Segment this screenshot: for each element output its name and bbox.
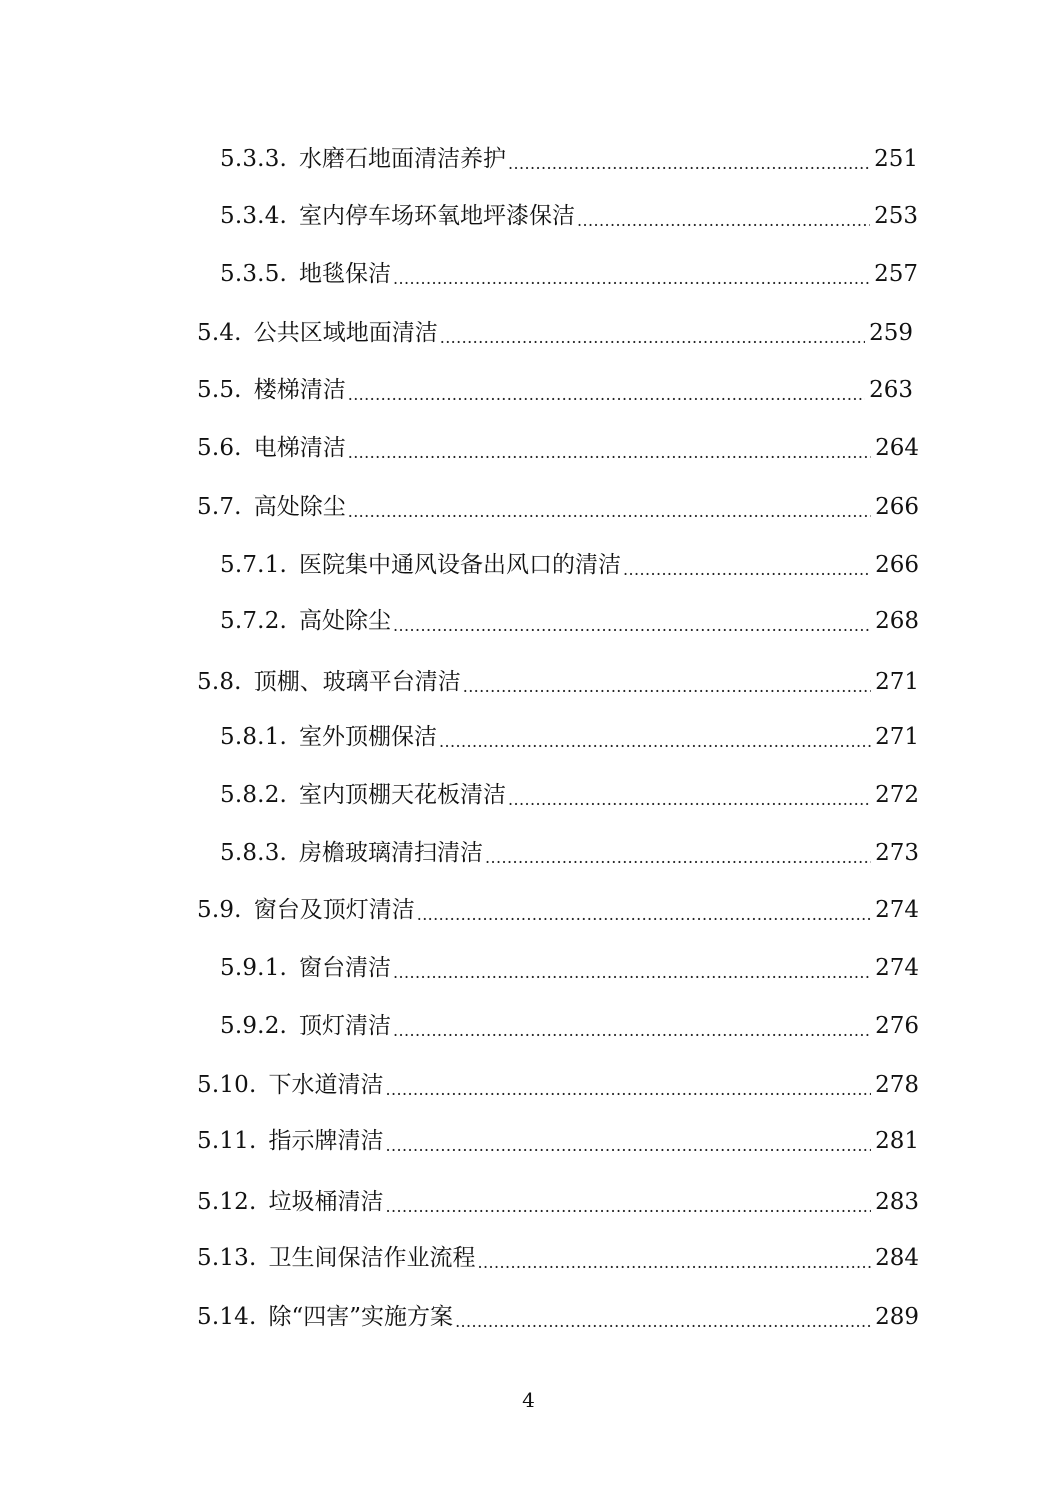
toc-entry-page: 257 (874, 261, 918, 287)
toc-entry-page: 253 (874, 203, 918, 229)
toc-entry-title: 电梯清洁 (253, 435, 346, 461)
toc-entry-page: 272 (875, 782, 919, 808)
toc-dot-leader (485, 838, 871, 868)
toc-entry[interactable] (220, 834, 919, 868)
toc-entry-number: 5.9. (197, 897, 242, 923)
toc-entry-number: 5.10. (197, 1072, 257, 1098)
toc-dot-leader (348, 492, 871, 522)
toc-dot-leader (386, 1126, 871, 1156)
toc-entry-number: 5.9.1. (220, 955, 288, 981)
toc-entry-title: 地毯保洁 (299, 261, 392, 287)
toc-entry-number: 5.3.3. (220, 146, 288, 172)
toc-dot-leader (478, 1243, 871, 1273)
toc-entry-title: 垃圾桶清洁 (268, 1189, 384, 1215)
toc-entry[interactable] (220, 255, 918, 289)
toc-entry-page: 281 (875, 1128, 919, 1154)
toc-entry-page: 271 (875, 724, 919, 750)
toc-entry-number: 5.13. (197, 1245, 257, 1271)
toc-entry[interactable] (197, 314, 913, 348)
toc-entry-title: 房檐玻璃清扫清洁 (299, 840, 484, 866)
toc-dot-leader (348, 433, 871, 463)
toc-entry-title: 水磨石地面清洁养护 (299, 146, 507, 172)
toc-entry-number: 5.6. (197, 435, 242, 461)
toc-entry-page: 264 (875, 435, 919, 461)
toc-entry-number: 5.5. (197, 377, 242, 403)
toc-entry[interactable] (197, 488, 919, 522)
toc-dot-leader (508, 144, 870, 174)
toc-entry-number: 5.7.2. (220, 608, 288, 634)
toc-entry-title: 窗台及顶灯清洁 (253, 897, 415, 923)
toc-entry[interactable] (197, 371, 913, 405)
toc-dot-leader (417, 895, 871, 925)
toc-entry-number: 5.14. (197, 1304, 257, 1330)
toc-dot-leader (393, 953, 871, 983)
toc-entry-page: 289 (875, 1304, 919, 1330)
toc-entry[interactable] (197, 891, 919, 925)
toc-entry-page: 251 (874, 146, 918, 172)
toc-entry[interactable] (220, 197, 918, 231)
toc-dot-leader (393, 259, 870, 289)
toc-entry-page: 276 (875, 1013, 919, 1039)
toc-entry-page: 278 (875, 1072, 919, 1098)
toc-entry[interactable] (220, 602, 919, 636)
toc-entry[interactable] (220, 140, 918, 174)
toc-entry[interactable] (197, 663, 919, 697)
toc-entry[interactable] (197, 1122, 919, 1156)
toc-entry[interactable] (220, 776, 919, 810)
toc-dot-leader (386, 1070, 871, 1100)
toc-entry-number: 5.9.2. (220, 1013, 288, 1039)
toc-dot-leader (348, 375, 865, 405)
toc-dot-leader (508, 780, 871, 810)
toc-entry[interactable] (220, 546, 919, 580)
toc-entry-page: 268 (875, 608, 919, 634)
toc-entry-number: 5.8.1. (220, 724, 288, 750)
toc-entry-title: 卫生间保洁作业流程 (268, 1245, 476, 1271)
toc-entry-number: 5.7.1. (220, 552, 288, 578)
toc-entry[interactable] (197, 1183, 919, 1217)
toc-entry-page: 284 (875, 1245, 919, 1271)
toc-entry-number: 5.8. (197, 669, 242, 695)
toc-entry[interactable] (220, 1007, 919, 1041)
toc-entry-title: 顶棚、玻璃平台清洁 (253, 669, 461, 695)
toc-entry-number: 5.4. (197, 320, 242, 346)
toc-entry-page: 266 (875, 494, 919, 520)
toc-entry-number: 5.12. (197, 1189, 257, 1215)
toc-entry-title: 高处除尘 (253, 494, 346, 520)
toc-entry-title: 窗台清洁 (299, 955, 392, 981)
toc-dot-leader (440, 318, 865, 348)
toc-entry-number: 5.8.3. (220, 840, 288, 866)
toc-entry[interactable] (220, 718, 919, 752)
toc-entry-title: 高处除尘 (299, 608, 392, 634)
toc-entry-page: 273 (875, 840, 919, 866)
toc-entry-number: 5.7. (197, 494, 242, 520)
toc-entry-number: 5.3.4. (220, 203, 288, 229)
toc-entry-page: 259 (869, 320, 913, 346)
toc-entry-number: 5.11. (197, 1128, 257, 1154)
toc-dot-leader (623, 550, 871, 580)
toc-entry-title: 楼梯清洁 (253, 377, 346, 403)
toc-dot-leader (577, 201, 870, 231)
toc-entry[interactable] (220, 949, 919, 983)
toc-entry[interactable] (197, 1239, 919, 1273)
toc-entry-title: 医院集中通风设备出风口的清洁 (299, 552, 622, 578)
toc-entry-title: 指示牌清洁 (268, 1128, 384, 1154)
toc-entry-title: 顶灯清洁 (299, 1013, 392, 1039)
toc-dot-leader (386, 1187, 871, 1217)
toc-dot-leader (463, 667, 871, 697)
toc-dot-leader (393, 1011, 871, 1041)
toc-entry-page: 274 (875, 897, 919, 923)
toc-entry-page: 263 (869, 377, 913, 403)
toc-entry-title: 室内顶棚天花板清洁 (299, 782, 507, 808)
toc-dot-leader (439, 722, 871, 752)
toc-entry-title: 室内停车场环氧地坪漆保洁 (299, 203, 576, 229)
toc-entry[interactable] (197, 1298, 919, 1332)
toc-dot-leader (455, 1302, 871, 1332)
toc-entry-number: 5.8.2. (220, 782, 288, 808)
toc-dot-leader (393, 606, 871, 636)
toc-entry[interactable] (197, 1066, 919, 1100)
toc-entry-page: 274 (875, 955, 919, 981)
toc-entry-title: 室外顶棚保洁 (299, 724, 438, 750)
toc-entry-title: 除“四害”实施方案 (268, 1304, 454, 1330)
toc-entry-title: 下水道清洁 (268, 1072, 384, 1098)
toc-entry[interactable] (197, 429, 919, 463)
toc-entry-page: 283 (875, 1189, 919, 1215)
toc-entry-page: 266 (875, 552, 919, 578)
toc-entry-page: 271 (875, 669, 919, 695)
page-number: 4 (522, 1388, 535, 1412)
toc-entry-title: 公共区域地面清洁 (253, 320, 438, 346)
toc-entry-number: 5.3.5. (220, 261, 288, 287)
